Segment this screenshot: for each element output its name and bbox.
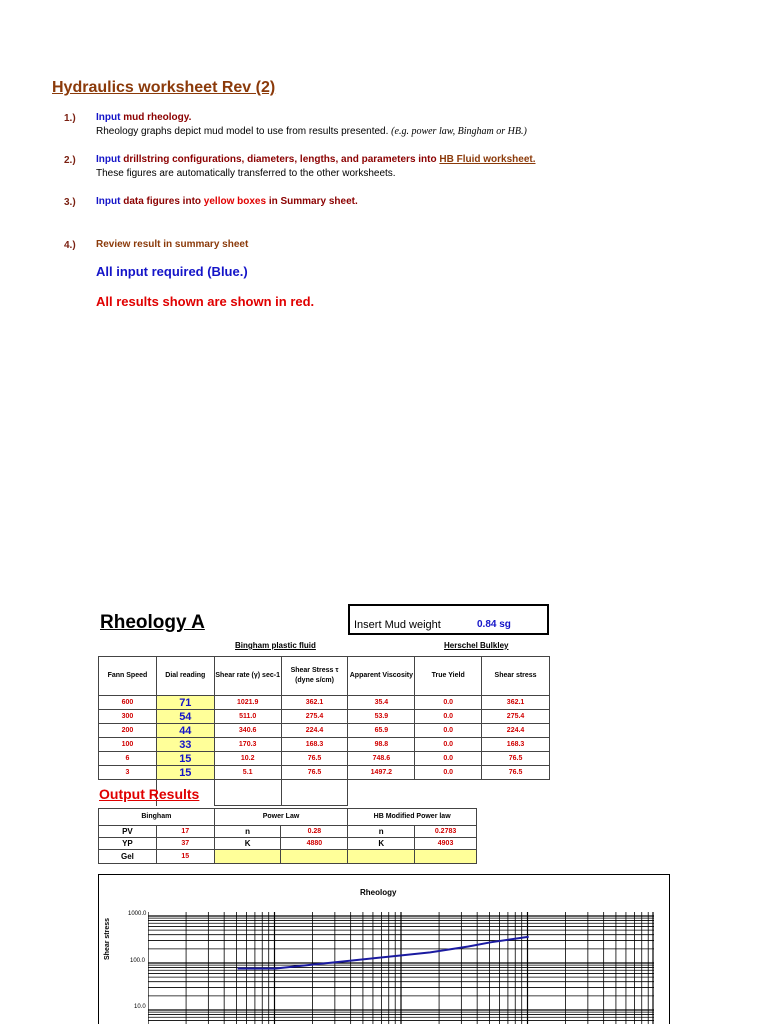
col-shear-rate: Shear rate (γ) sec-1 bbox=[214, 657, 281, 696]
mud-weight-box bbox=[348, 604, 549, 635]
cell: 3 bbox=[99, 766, 157, 780]
step-3 bbox=[96, 195, 358, 209]
hb-n-value: 0.2783 bbox=[415, 826, 477, 838]
output-results-title: Output Results bbox=[99, 786, 200, 802]
cell: 275.4 bbox=[482, 710, 550, 724]
table-header-row bbox=[99, 657, 550, 696]
bingham-group-label: Bingham plastic fluid bbox=[235, 641, 316, 650]
col-fann-speed: Fann Speed bbox=[99, 657, 157, 696]
cell: 275.4 bbox=[281, 710, 348, 724]
cell: 1021.9 bbox=[214, 696, 281, 710]
pl-k-label: K bbox=[214, 838, 281, 850]
cell: 748.6 bbox=[348, 752, 415, 766]
dial-input[interactable]: 15 bbox=[156, 752, 214, 766]
cell: 200 bbox=[99, 724, 157, 738]
power-law-header: Power Law bbox=[214, 809, 348, 826]
note-blue: All input required (Blue.) bbox=[96, 264, 248, 279]
cell: 76.5 bbox=[281, 752, 348, 766]
col-true-yield: True Yield bbox=[415, 657, 482, 696]
cell: 0.0 bbox=[415, 724, 482, 738]
step-1-input-label: Input bbox=[96, 112, 121, 123]
chart-y-label: Shear stress bbox=[104, 917, 111, 960]
hb-n-label: n bbox=[348, 826, 415, 838]
cell: 362.1 bbox=[482, 696, 550, 710]
table-row bbox=[99, 766, 550, 780]
mud-weight-label: Insert Mud weight bbox=[354, 619, 441, 631]
cell: 98.8 bbox=[348, 738, 415, 752]
gel-label: Gel bbox=[99, 850, 157, 864]
cell: 0.0 bbox=[415, 752, 482, 766]
step-3-text-a: data figures into bbox=[123, 196, 202, 207]
step-1-text: mud rheology. bbox=[123, 112, 192, 123]
cell: 65.9 bbox=[348, 724, 415, 738]
cell: 100 bbox=[99, 738, 157, 752]
cell: 76.5 bbox=[482, 752, 550, 766]
empty-yellow-cell[interactable] bbox=[415, 850, 477, 864]
table-row bbox=[99, 710, 550, 724]
step-4-text: Review result in summary sheet bbox=[96, 239, 249, 250]
yp-label: YP bbox=[99, 838, 157, 850]
dial-input[interactable]: 15 bbox=[156, 766, 214, 780]
hb-k-value: 4903 bbox=[415, 838, 477, 850]
table-row bbox=[99, 696, 550, 710]
output-header-row bbox=[99, 809, 477, 826]
step-1-desc-italic: (e.g. power law, Bingham or HB.) bbox=[391, 126, 527, 137]
cell: 6 bbox=[99, 752, 157, 766]
hb-fluid-worksheet-link[interactable]: HB Fluid worksheet. bbox=[439, 154, 536, 165]
step-2-number: 2.) bbox=[64, 155, 76, 166]
dial-input[interactable]: 33 bbox=[156, 738, 214, 752]
output-row-2 bbox=[99, 838, 477, 850]
cell: 35.4 bbox=[348, 696, 415, 710]
cell: 10.2 bbox=[214, 752, 281, 766]
col-shear-stress: Shear Stress τ (dyne s/cm) bbox=[281, 657, 348, 696]
output-row-1 bbox=[99, 826, 477, 838]
dial-input[interactable]: 54 bbox=[156, 710, 214, 724]
step-3-yellow-boxes: yellow boxes bbox=[203, 196, 267, 207]
cell: 168.3 bbox=[482, 738, 550, 752]
rheology-title: Rheology A bbox=[100, 612, 205, 633]
yp-value: 37 bbox=[156, 838, 214, 850]
pl-n-label: n bbox=[214, 826, 281, 838]
col-dial-reading: Dial reading bbox=[156, 657, 214, 696]
hb-header: HB Modified Power law bbox=[348, 809, 477, 826]
step-3-input-label: Input bbox=[96, 196, 121, 207]
empty-yellow-cell[interactable] bbox=[214, 850, 281, 864]
rheology-series-line bbox=[238, 937, 529, 969]
cell: 0.0 bbox=[415, 766, 482, 780]
step-2-text: drillstring configurations, diameters, lengths, and parameters into bbox=[123, 154, 437, 165]
bingham-header: Bingham bbox=[99, 809, 215, 826]
cell: 76.5 bbox=[281, 766, 348, 780]
worksheet-title: Hydraulics worksheet Rev (2) bbox=[52, 79, 276, 96]
y-tick-label: 10.0 bbox=[134, 1004, 146, 1010]
y-tick-label: 100.0 bbox=[130, 958, 146, 964]
cell: 170.3 bbox=[214, 738, 281, 752]
chart-title: Rheology bbox=[360, 888, 397, 897]
y-tick-label: 1000.0 bbox=[128, 911, 147, 917]
cell: 53.9 bbox=[348, 710, 415, 724]
cell: 300 bbox=[99, 710, 157, 724]
pl-k-value: 4880 bbox=[281, 838, 348, 850]
empty-yellow-cell[interactable] bbox=[281, 850, 348, 864]
step-3-text-b: in Summary sheet. bbox=[268, 196, 358, 207]
cell: 224.4 bbox=[281, 724, 348, 738]
cell: 362.1 bbox=[281, 696, 348, 710]
dial-input[interactable]: 44 bbox=[156, 724, 214, 738]
hb-group-label: Herschel Bulkley bbox=[444, 641, 509, 650]
hb-k-label: K bbox=[348, 838, 415, 850]
empty-yellow-cell[interactable] bbox=[348, 850, 415, 864]
pv-value: 17 bbox=[156, 826, 214, 838]
step-2-desc: These figures are automatically transferred to the other worksheets. bbox=[96, 168, 396, 179]
mud-weight-value[interactable]: 0.84 sg bbox=[477, 619, 511, 630]
step-4-number: 4.) bbox=[64, 240, 76, 251]
step-2-input-label: Input bbox=[96, 154, 121, 165]
step-1-desc: Rheology graphs depict mud model to use from results presented. bbox=[96, 126, 389, 137]
col-apparent-viscosity: Apparent Viscosity bbox=[348, 657, 415, 696]
step-2 bbox=[96, 153, 536, 181]
cell: 224.4 bbox=[482, 724, 550, 738]
pv-label: PV bbox=[99, 826, 157, 838]
rheology-chart-plot bbox=[148, 912, 654, 1024]
cell: 0.0 bbox=[415, 738, 482, 752]
cell: 0.0 bbox=[415, 710, 482, 724]
table-row bbox=[99, 752, 550, 766]
cell: 5.1 bbox=[214, 766, 281, 780]
cell: 168.3 bbox=[281, 738, 348, 752]
col-hb-shear-stress: Shear stress bbox=[482, 657, 550, 696]
cell: 76.5 bbox=[482, 766, 550, 780]
step-1-number: 1.) bbox=[64, 113, 76, 124]
step-3-number: 3.) bbox=[64, 197, 76, 208]
note-red: All results shown are shown in red. bbox=[96, 294, 315, 309]
gel-value: 15 bbox=[156, 850, 214, 864]
cell: 0.0 bbox=[415, 696, 482, 710]
cell: 1497.2 bbox=[348, 766, 415, 780]
pl-n-value: 0.28 bbox=[281, 826, 348, 838]
cell: 340.6 bbox=[214, 724, 281, 738]
rheology-table bbox=[98, 656, 550, 806]
dial-input[interactable]: 71 bbox=[156, 696, 214, 710]
cell: 511.0 bbox=[214, 710, 281, 724]
output-table bbox=[98, 808, 477, 864]
step-1 bbox=[96, 111, 527, 139]
table-row bbox=[99, 738, 550, 752]
cell: 600 bbox=[99, 696, 157, 710]
table-row bbox=[99, 724, 550, 738]
output-row-3 bbox=[99, 850, 477, 864]
